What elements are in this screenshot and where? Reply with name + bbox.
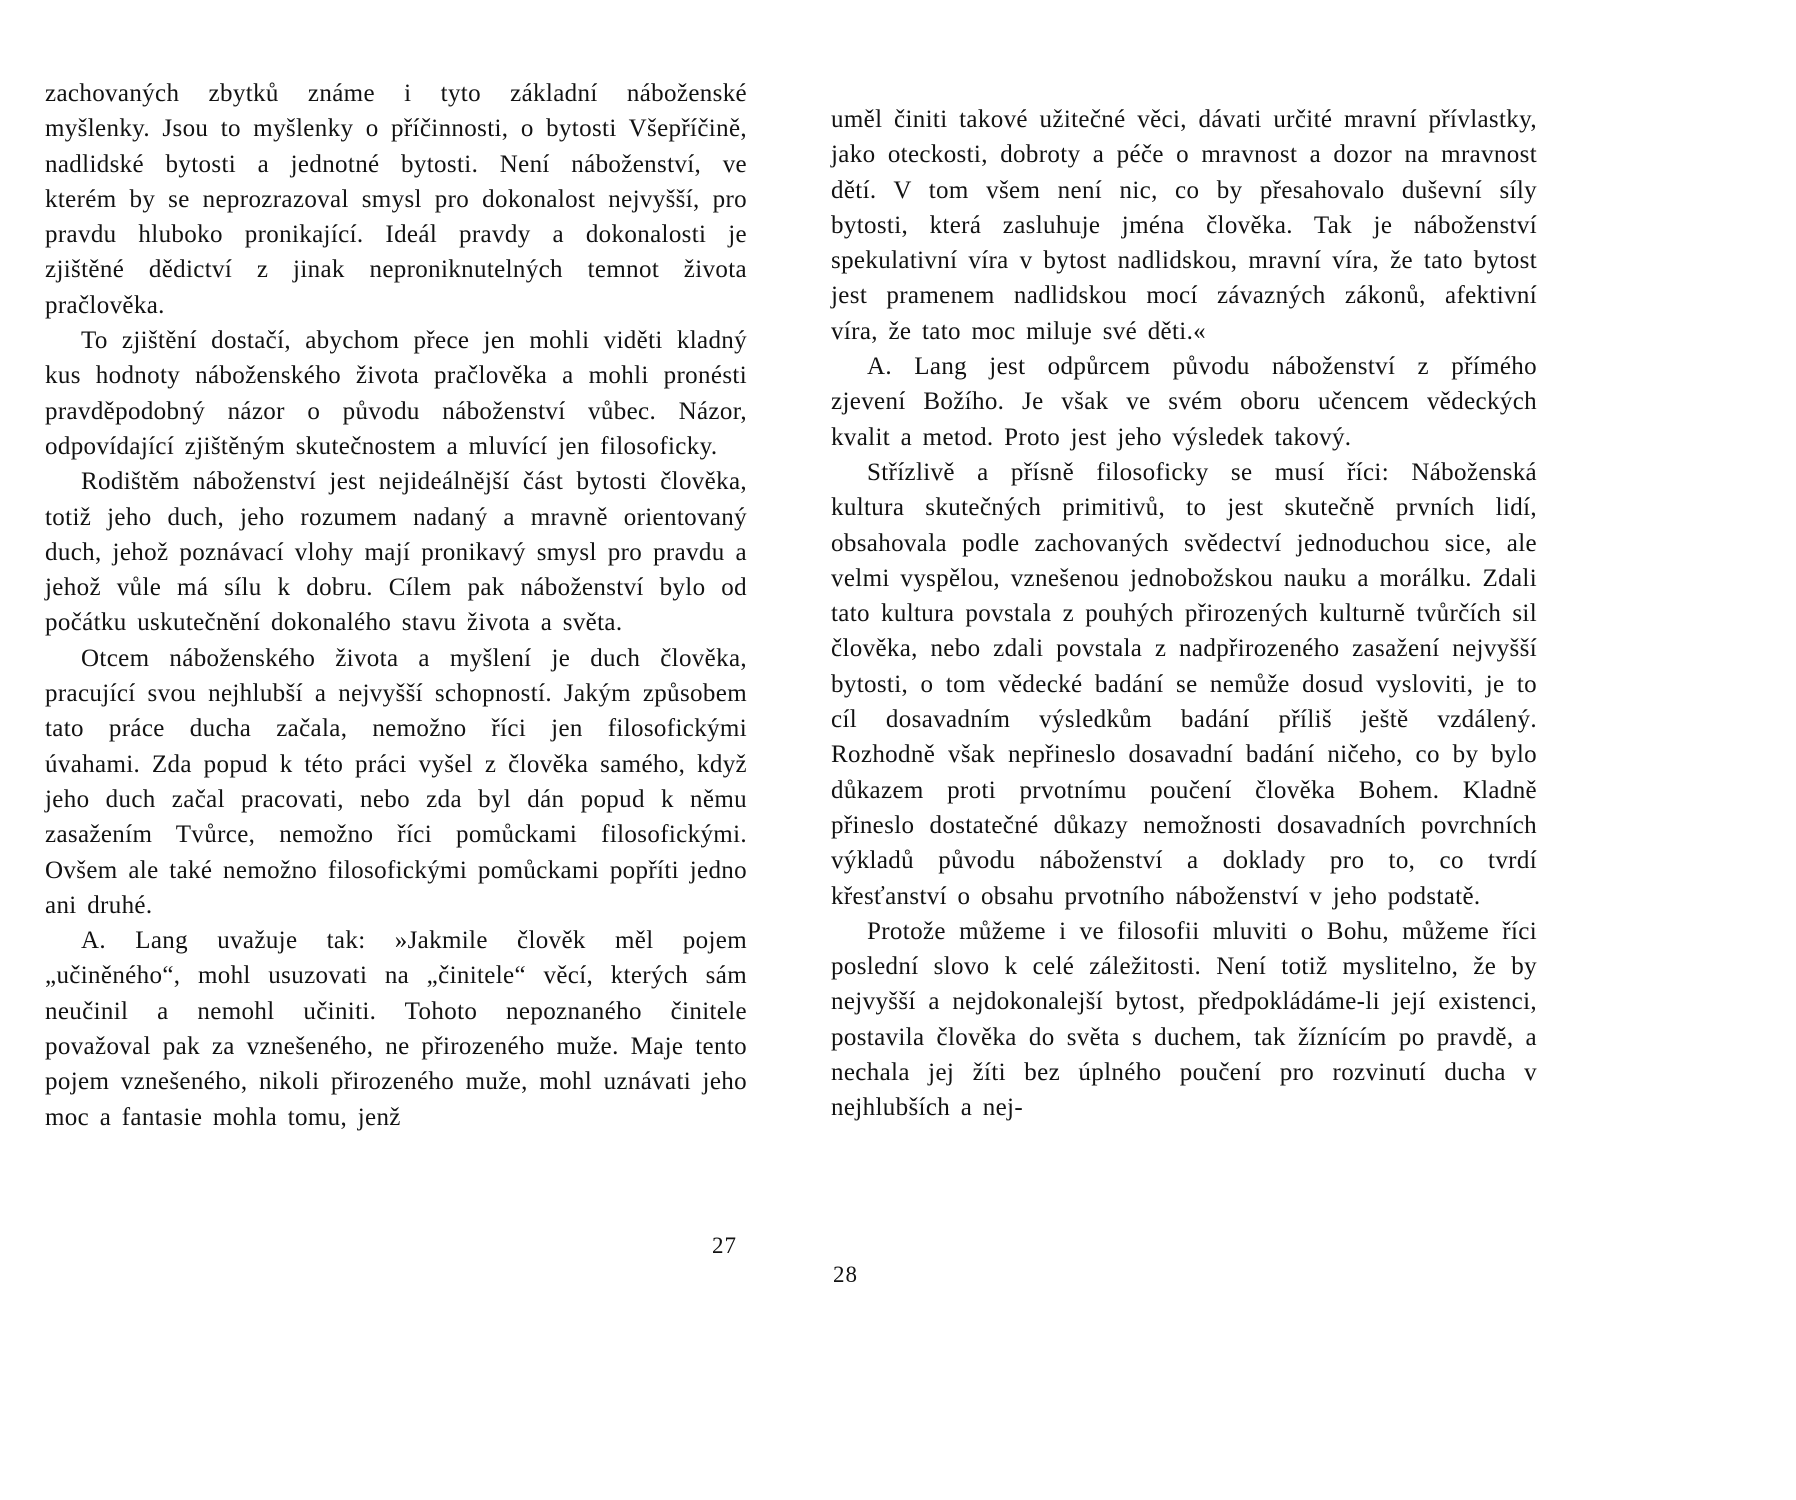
right-page-text xyxy=(831,102,1537,1126)
paragraph: Otcem náboženského života a myšlení je duch člověka, pracující svou nejhlubší a nejvyšší schopností. Jakým způsobem tato práce ducha začala, nemožno říci jen filosofickými úvahami. Zda popud k této práci vyšel z člověka samého, když jeho duch začal pracovati, nebo zda byl dán popud k němu zasažením Tvůrce, nemožno říci pomůckami filosofickými. Ovšem ale také nemožno filosofickými pomůckami popříti jedno ani druhé. xyxy=(45,644,747,919)
left-page-text xyxy=(45,76,747,1135)
paragraph: Protože můžeme i ve filosofii mluviti o Bohu, můžeme říci poslední slovo k celé záležitosti. Není totiž myslitelno, že by nejvyšší a nejdokonalejší bytost, předpokládáme-li její existenci, postavila člověka do světa s duchem, tak žíznícím po pravdě, a nechala jej žíti bez úplného poučení pro rozvinutí ducha v nejhlubších a nej- xyxy=(831,917,1537,1122)
page-number-left: 27 xyxy=(712,1233,737,1258)
paragraph: A. Lang uvažuje tak: »Jakmile člověk měl pojem „učiněného“, mohl usuzovati na „činitele“ věcí, kterých sám neučinil a nemohl učiniti. Tohoto nepoznaného činitele považoval pak za vznešeného, ne přirozeného muže. Maje tento pojem vznešeného, nikoli přirozeného muže, mohl uznávati jeho moc a fantasie mohla tomu, jenž xyxy=(45,927,747,1131)
left-page xyxy=(45,0,747,1500)
right-page xyxy=(831,0,1537,1500)
paragraph: Střízlivě a přísně filosoficky se musí říci: Náboženská kultura skutečných primitivů, to jest skutečně prvních lidí, obsahovala podle zachovaných svědectví jednoduchou sice, ale velmi vyspělou, vznešenou jednobožskou nauku a morálku. Zdali tato kultura povstala z pouhých přirozených kulturně tvůrčích sil člověka, nebo zdali povstala z nadpřirozeného zasažení nejvyšší bytosti, o tom vědecké badání se nemůže dosud vysloviti, je to cíl dosavadním výsledkům badání příliš ještě vzdálený. Rozhodně však nepřineslo dosavadní badání ničeho, co by bylo důkazem proti prvotnímu poučení člověka Bohem. Kladně přineslo dostatečné důkazy nemožnosti dosavadních povrchních výkladů původu náboženství a doklady pro to, co tvrdí křesťanství o obsahu prvotního náboženství v jeho podstatě. xyxy=(831,458,1537,910)
paragraph: zachovaných zbytků známe i tyto základní náboženské myšlenky. Jsou to myšlenky o příčinnosti, o bytosti Všepříčině, nadlidské bytosti a jednotné bytosti. Není náboženství, ve kterém by se neprozrazoval smysl pro dokonalost nejvyšší, pro pravdu hluboko pronikající. Ideál pravdy a dokonalosti je zjištěné dědictví z jinak neproniknutelných temnot života pračlověka. xyxy=(45,80,747,319)
paragraph: To zjištění dostačí, abychom přece jen mohli viděti kladný kus hodnoty náboženského života pračlověka a mohli pronésti pravděpodobný názor o původu náboženství vůbec. Názor, odpovídající zjištěným skutečnostem a mluvící jen filosoficky. xyxy=(45,327,747,460)
page-number-right: 28 xyxy=(833,1262,858,1287)
paragraph: uměl činiti takové užitečné věci, dávati určité mravní přívlastky, jako oteckosti, dobroty a péče o mravnost a dozor na mravnost dětí. V tom všem není nic, co by přesahovalo duševní síly bytosti, která zasluhuje jména člověka. Tak je náboženství spekulativní víra v bytost nadlidskou, mravní víra, že tato bytost jest pramenem nadlidskou mocí závazných zákonů, afektivní víra, že tato moc miluje své děti.« xyxy=(831,106,1537,345)
paragraph: Rodištěm náboženství jest nejideálnější část bytosti člověka, totiž jeho duch, jeho rozumem nadaný a mravně orientovaný duch, jehož poznávací vlohy mají pronikavý smysl pro pravdu a jehož vůle má sílu k dobru. Cílem pak náboženství bylo od počátku uskutečnění dokonalého stavu života a světa. xyxy=(45,468,747,637)
paragraph: A. Lang jest odpůrcem původu náboženství z přímého zjevení Božího. Je však ve svém oboru učencem vědeckých kvalit a metod. Proto jest jeho výsledek takový. xyxy=(831,353,1537,451)
